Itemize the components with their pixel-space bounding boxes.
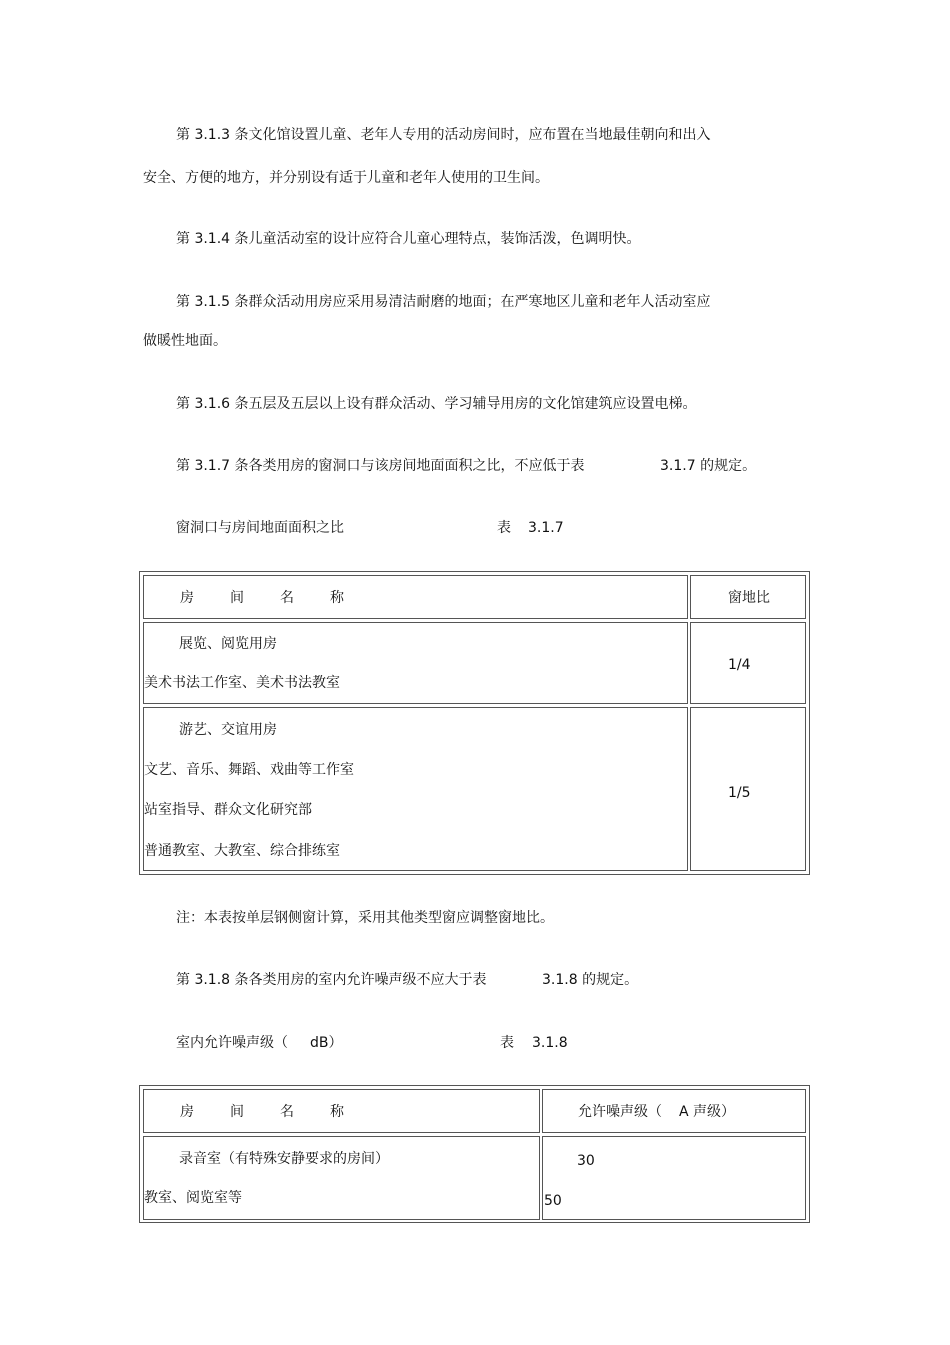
para-3-1-7-b: 3.1.7 的规定。 <box>660 458 757 474</box>
table1-header-char-3: 名 <box>280 590 294 606</box>
table-3-1-7 <box>139 571 810 875</box>
table2-header-level-a: 允许噪声级（ <box>578 1104 662 1120</box>
table1-group2-rooms-cell <box>143 707 688 871</box>
table2-row1-level: 30 <box>577 1153 595 1169</box>
table1-group2-ratio-cell <box>690 707 806 871</box>
table1-group1-room-1: 展览、阅览用房 <box>179 636 277 652</box>
para-3-1-8-b: 3.1.8 的规定。 <box>542 972 639 988</box>
table1-header-char-2: 间 <box>230 590 244 606</box>
table2-caption-title-b: dB） <box>310 1035 343 1051</box>
table2-header-char-4: 称 <box>330 1104 344 1120</box>
para-3-1-4: 第 3.1.4 条儿童活动室的设计应符合儿童心理特点，装饰活泼，色调明快。 <box>176 231 641 247</box>
table1-group2-room-3: 站室指导、群众文化研究部 <box>144 802 312 818</box>
table1-caption-title: 窗洞口与房间地面面积之比 <box>176 520 344 536</box>
table1-caption-label: 表 <box>497 520 511 536</box>
table2-header-char-1: 房 <box>180 1104 194 1120</box>
table1-header-char-4: 称 <box>330 590 344 606</box>
table2-caption-label: 表 <box>500 1035 514 1051</box>
table2-row2-room: 教室、阅览室等 <box>144 1190 242 1206</box>
table2-caption-title-a: 室内允许噪声级（ <box>176 1035 288 1051</box>
table1-header-ratio-cell <box>690 575 806 619</box>
table2-caption-number: 3.1.8 <box>532 1035 568 1051</box>
table1-header-ratio: 窗地比 <box>728 590 770 606</box>
table2-levels-cell <box>542 1136 806 1220</box>
table1-caption-number: 3.1.7 <box>528 520 564 536</box>
para-3-1-5-line2: 做暖性地面。 <box>143 333 227 349</box>
table2-header-char-2: 间 <box>230 1104 244 1120</box>
para-3-1-3-line2: 安全、方便的地方，并分别设有适于儿童和老年人使用的卫生间。 <box>143 170 549 186</box>
para-3-1-6: 第 3.1.6 条五层及五层以上设有群众活动、学习辅导用房的文化馆建筑应设置电梯。 <box>176 396 697 412</box>
para-3-1-7-a: 第 3.1.7 条各类用房的窗洞口与该房间地面面积之比，不应低于表 <box>176 458 585 474</box>
table1-group1-ratio-cell <box>690 622 806 704</box>
table1-group2-room-4: 普通教室、大教室、综合排练室 <box>144 843 340 859</box>
table-3-1-8 <box>139 1085 810 1223</box>
table2-header-level-cell <box>542 1089 806 1133</box>
table1-group2-room-2: 文艺、音乐、舞蹈、戏曲等工作室 <box>144 762 354 778</box>
table2-header-level-b: A 声级） <box>679 1104 736 1120</box>
table1-header-char-1: 房 <box>180 590 194 606</box>
table2-row2-level: 50 <box>544 1193 562 1209</box>
table1-group2-ratio: 1/5 <box>728 785 751 801</box>
table2-rooms-cell <box>143 1136 540 1220</box>
table2-header-char-3: 名 <box>280 1104 294 1120</box>
table1-group1-rooms-cell <box>143 622 688 704</box>
para-3-1-5-line1: 第 3.1.5 条群众活动用房应采用易清洁耐磨的地面；在严寒地区儿童和老年人活动室应 <box>176 294 711 310</box>
table2-row1-room: 录音室（有特殊安静要求的房间） <box>179 1151 389 1167</box>
table1-header-name-cell <box>143 575 688 619</box>
table1-group1-ratio: 1/4 <box>728 657 751 673</box>
para-3-1-8-a: 第 3.1.8 条各类用房的室内允许噪声级不应大于表 <box>176 972 487 988</box>
table1-note: 注：本表按单层钢侧窗计算，采用其他类型窗应调整窗地比。 <box>176 910 554 926</box>
table1-group1-room-2: 美术书法工作室、美术书法教室 <box>144 675 340 691</box>
para-3-1-3-line1: 第 3.1.3 条文化馆设置儿童、老年人专用的活动房间时，应布置在当地最佳朝向和出入 <box>176 127 711 143</box>
table1-group2-room-1: 游艺、交谊用房 <box>179 722 277 738</box>
table2-header-name-cell <box>143 1089 540 1133</box>
